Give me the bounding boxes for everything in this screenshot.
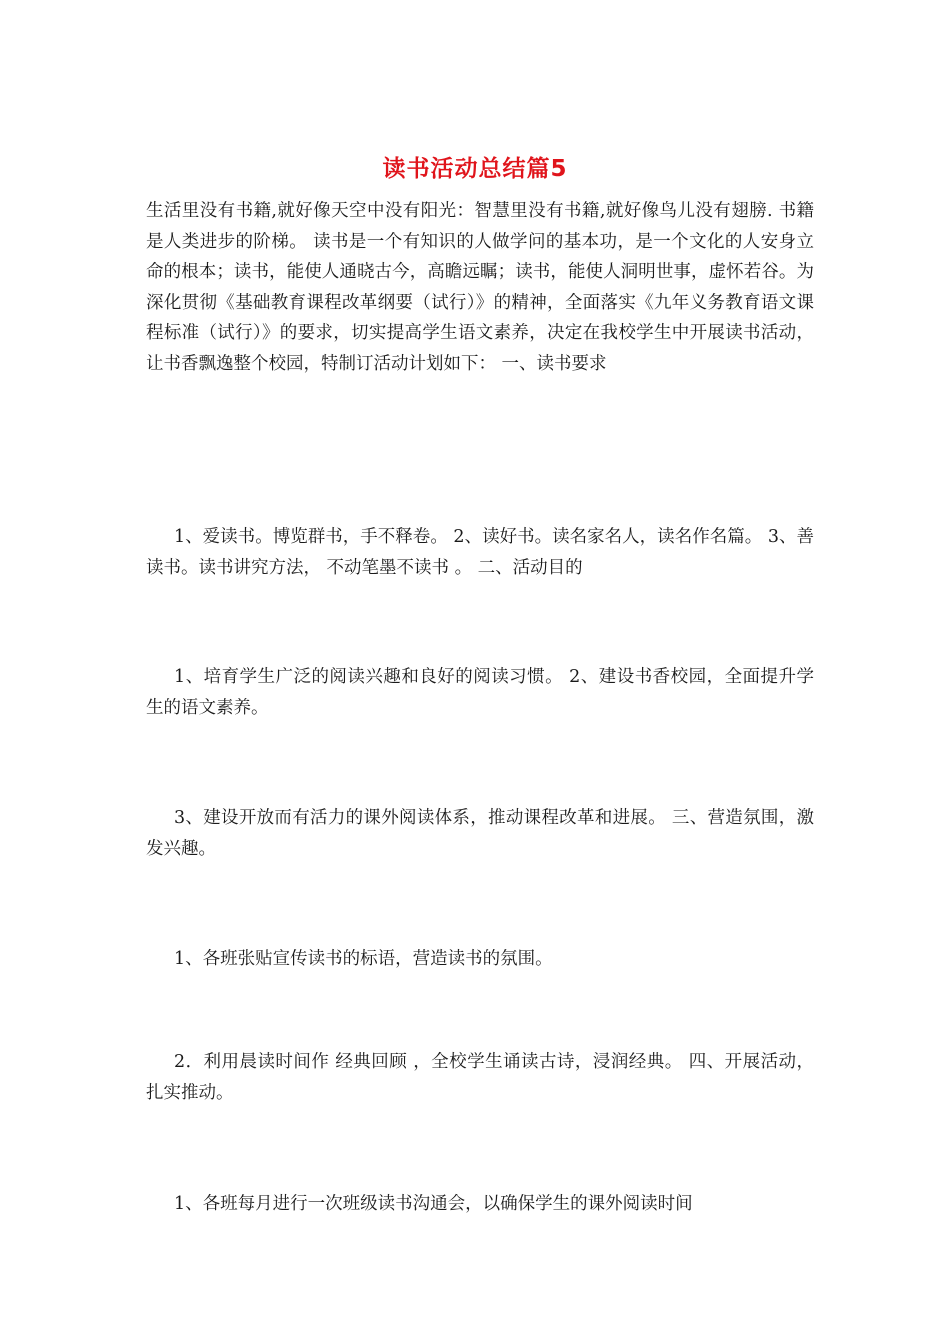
paragraph-intro: 生活里没有书籍,就好像天空中没有阳光：智慧里没有书籍,就好像鸟儿没有翅膀. 书籍是人类进步的阶梯。 读书是一个有知识的人做学问的基本功，是一个文化的人安身立命的根本；读书，能使人通晓古今，高瞻远瞩；读书，能使人洞明世事，虚怀若谷。为深化贯彻《基础教育课程改革纲要（试行）》的精神，全面落实《九年义务教育语文课程标准（试行）》的要求，切实提高学生语文素养，决定在我校学生中开展读书活动，让书香飘逸整个校园，特制订活动计划如下： 一、读书要求 [146,201,814,374]
paragraph-goals-1-2: 1、培育学生广泛的阅读兴趣和良好的阅读习惯。 2、建设书香校园，全面提升学生的语文素养。 [146,667,814,718]
document-title: 读书活动总结篇5 [382,156,568,182]
paragraph-atmosphere-1: 1、各班张贴宣传读书的标语，营造读书的氛围。 [174,949,553,969]
paragraph-activities-1: 1、各班每月进行一次班级读书沟通会，以确保学生的课外阅读时间 [174,1194,693,1214]
paragraph-goal-3: 3、建设开放而有活力的课外阅读体系，推动课程改革和进展。 三、营造氛围，激发兴趣。 [146,808,814,859]
paragraph-reading-requirements: 1、爱读书。博览群书，手不释卷。 2、读好书。读名家名人，读名作名篇。 3、善读书。读书讲究方法， 不动笔墨不读书 。 二、活动目的 [146,527,814,578]
paragraph-atmosphere-2: 2．利用晨读时间作 经典回顾 ，全校学生诵读古诗，浸润经典。 四、开展活动，扎实推动。 [146,1052,814,1103]
